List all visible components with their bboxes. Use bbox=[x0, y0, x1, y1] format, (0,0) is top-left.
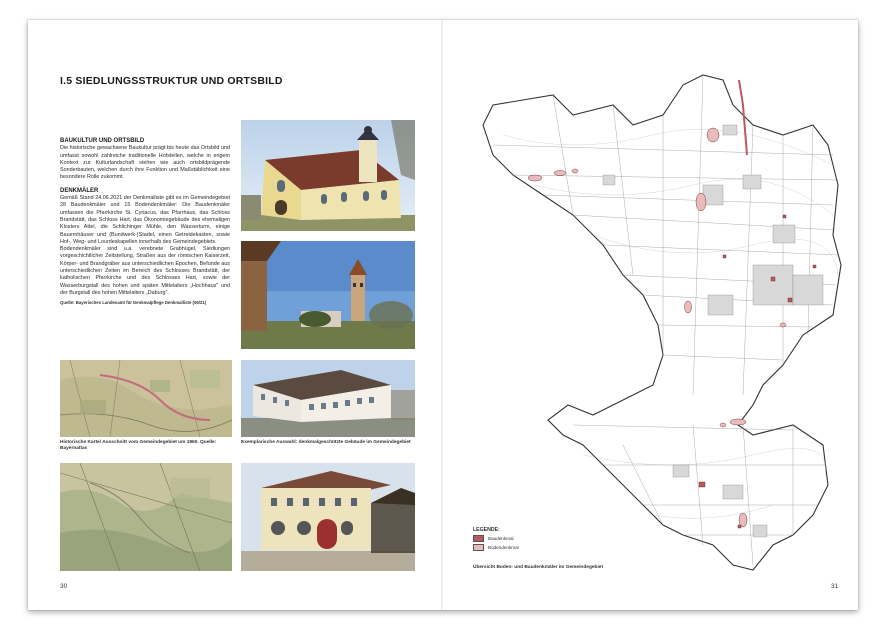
building-photo bbox=[241, 360, 415, 437]
right-page bbox=[443, 20, 858, 610]
legend-swatch-bodendenkmal bbox=[473, 544, 484, 551]
text-column bbox=[60, 138, 230, 311]
legend-item-baudenkmal bbox=[473, 535, 519, 542]
municipality-map bbox=[453, 65, 848, 575]
historic-map-image-2 bbox=[60, 463, 232, 571]
left-page bbox=[28, 20, 443, 610]
map-legend bbox=[473, 527, 519, 552]
farmhouse-photo bbox=[241, 463, 415, 571]
page-number-right: 31 bbox=[831, 583, 839, 590]
building-caption: Exemplarische Auswahl: denkmalgeschützte Gebäude im Gemeindegebiet bbox=[241, 440, 411, 445]
denkmaeler-heading: DENKMÄLER bbox=[60, 187, 99, 194]
legend-title: LEGENDE: bbox=[473, 527, 500, 533]
map-caption: Übersicht Boden- und Baudenkmäler im Gemeindegebiet bbox=[473, 565, 604, 570]
historic-map-image bbox=[60, 360, 232, 437]
book-spread bbox=[28, 20, 858, 610]
baukultur-heading: BAUKULTUR UND ORTSBILD bbox=[60, 138, 145, 144]
legend-label: Bodendenkmal bbox=[488, 544, 519, 550]
denkmaeler-body-2: Bodendenkmäler sind u.a. verebnete Grabhügel, Siedlungen vorgeschichtlicher Zeitstellung, Straßen aus der römischen Kaiserzeit, Körper- und Brandgräber aus unterschiedlichen Epochen, Befunde aus unterschiedlichen Zeiten im Bereich des Schlosses Brandstätt, der katholischen Pfarrkirche und des Schlosses Hart, sowie der Wasserburgstall des hohen und späten Mittelalters „Hochhaus" und der Burgstall des hohen Mittelalters „Daburg". bbox=[60, 246, 230, 296]
legend-item-bodendenkmal bbox=[473, 544, 519, 551]
section-title: I.5 SIEDLUNGSSTRUKTUR UND ORTSBILD bbox=[60, 75, 283, 87]
denkmaeler-body-1: Gemäß Stand 24.06.2021 der Denkmalliste gibt es im Gemeindegebiet 28 Baudenkmäler und 15 Bodendenkmäler: Die Baudenkmäler umfassen die Pfarrkirche St. Cyriacus, das Pfarrhaus, das Schloss Brandstätt, das Schloss Hart, das Ökonomiegebäude des ehemaligen Klosters Attel, die Schlichinger Mühle, den Wasserturm, einige Bauernhäuser und (Bundwerk-)Stadel, einen Getreidekasten, sowie Hof-, Weg- und Lourdeskapellen innerhalb des Gemeindegebiets. bbox=[60, 195, 230, 245]
legend-label: Baudenkmal bbox=[488, 536, 514, 541]
page-number-left: 30 bbox=[60, 583, 68, 590]
historic-map-caption: Historische Karte/ Ausschnitt vom Gemeindegebiet um 1860. Quelle: Bayernatlas bbox=[60, 440, 217, 452]
baukultur-body: Die historische gewachsene Baukultur prägt bis heute das Ortsbild und umfasst sowohl zahlreiche traditionelle Hofstellen, welche in engem Kontext zur Kulturlandschaft stehen wie auch ortsbildprägende Sonderbauten, welchen durch ihre Funktion und Maßstäblichkeit eine besondere Rolle zukommt. bbox=[60, 145, 230, 181]
church-photo bbox=[241, 120, 415, 231]
denkmaeler-source: Quelle: Bayerisches Landesamt für Denkmalpflege Denkmalliste (06/21) bbox=[60, 300, 207, 306]
legend-swatch-baudenkmal bbox=[473, 535, 484, 542]
tower-photo bbox=[241, 241, 415, 349]
